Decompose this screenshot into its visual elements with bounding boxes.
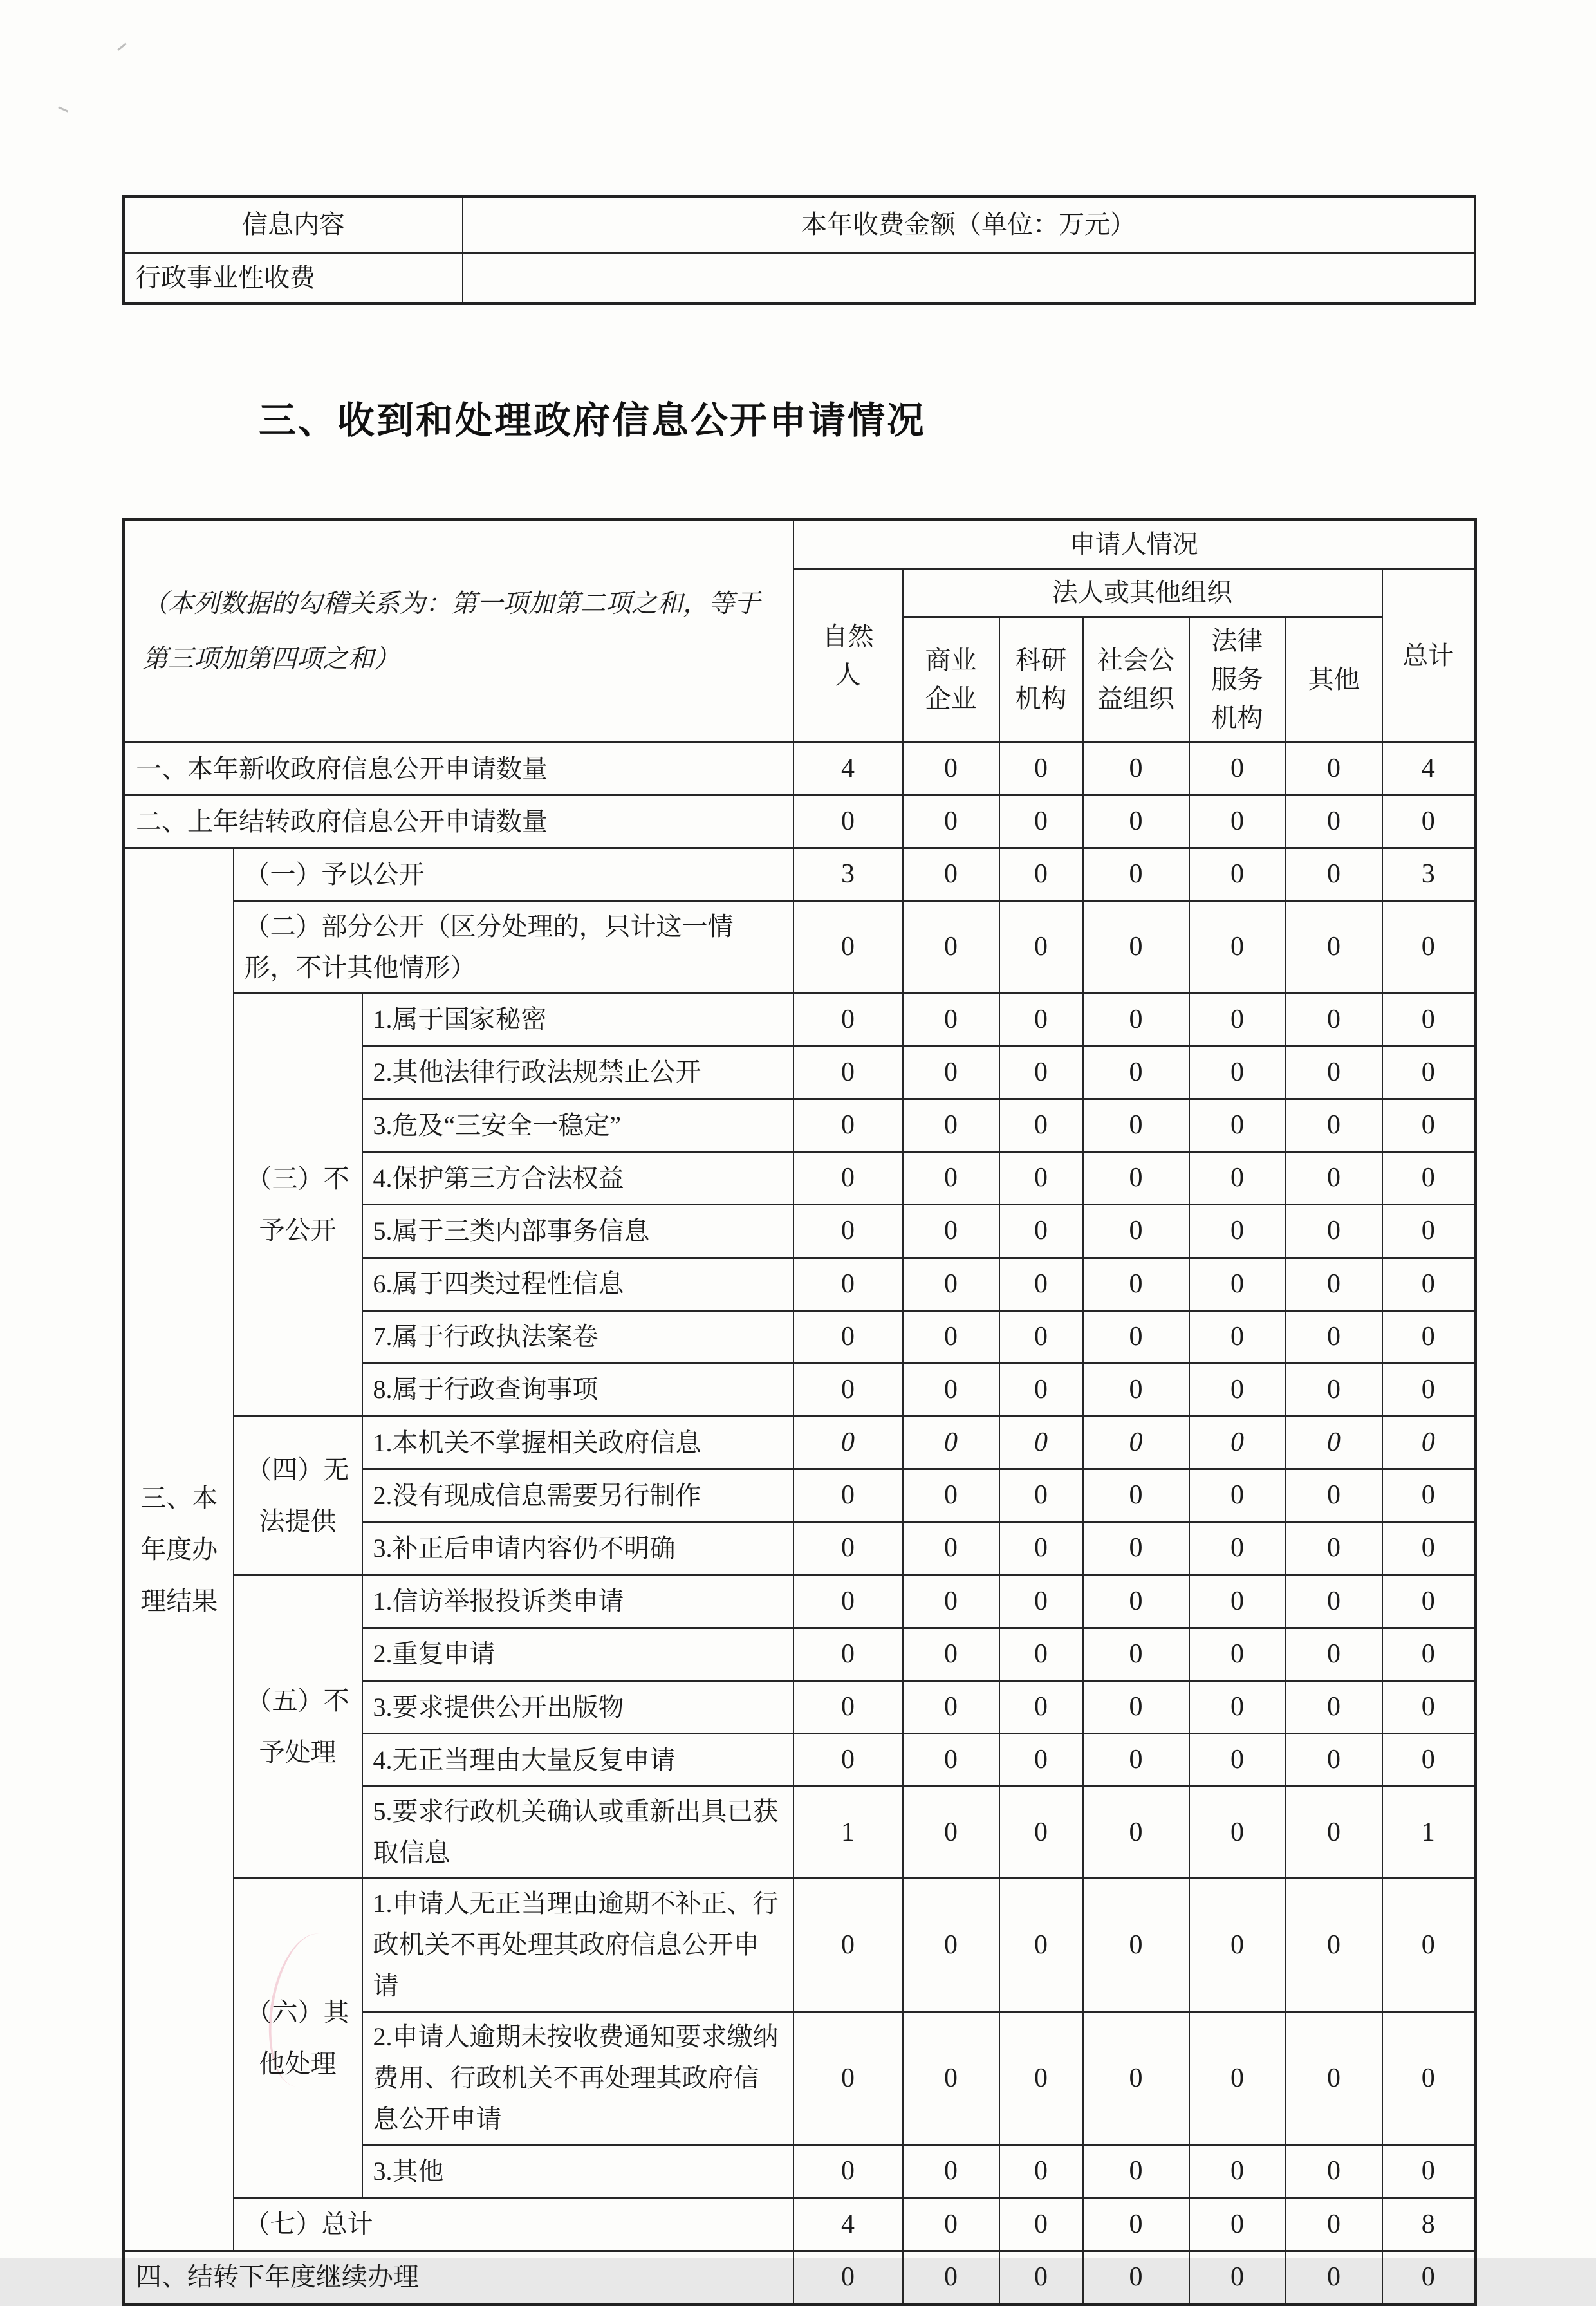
value-cell: 0 — [1382, 1879, 1476, 2012]
value-cell: 0 — [1382, 1417, 1476, 1469]
value-cell: 0 — [999, 2198, 1083, 2251]
value-cell: 0 — [999, 1310, 1083, 1363]
value-cell: 0 — [1286, 1879, 1382, 2012]
header-total: 总计 — [1382, 569, 1476, 743]
value-cell: 0 — [1083, 1417, 1189, 1469]
row-label: 3.补正后申请内容仍不明确 — [362, 1522, 793, 1575]
value-cell: 0 — [999, 1734, 1083, 1787]
value-cell: 3 — [793, 848, 903, 901]
value-cell: 4 — [1382, 743, 1476, 795]
fee-table — [122, 195, 1474, 305]
value-cell: 0 — [1189, 2145, 1286, 2198]
header-applicant-status: 申请人情况 — [793, 520, 1476, 569]
value-cell: 0 — [903, 993, 999, 1046]
row-label: （二）部分公开（区分处理的，只计这一情形，不计其他情形） — [234, 901, 793, 993]
value-cell: 0 — [1189, 848, 1286, 901]
value-cell: 0 — [903, 2012, 999, 2145]
row-label: （七）总计 — [234, 2198, 793, 2251]
value-cell: 0 — [903, 1469, 999, 1522]
value-cell: 0 — [1286, 1046, 1382, 1099]
value-cell: 0 — [903, 1628, 999, 1680]
value-cell: 0 — [1083, 2198, 1189, 2251]
value-cell: 0 — [1382, 1681, 1476, 1734]
value-cell: 0 — [793, 1879, 903, 2012]
value-cell: 3 — [1382, 848, 1476, 901]
value-cell: 0 — [1286, 1310, 1382, 1363]
value-cell: 0 — [793, 2251, 903, 2304]
value-cell: 0 — [903, 1046, 999, 1099]
header-legal-or-other-org: 法人或其他组织 — [903, 569, 1382, 617]
value-cell: 0 — [999, 848, 1083, 901]
value-cell: 0 — [1083, 1787, 1189, 1879]
value-cell: 0 — [1083, 1734, 1189, 1787]
group-label-other-handling: （六）其他处理 — [234, 1879, 362, 2198]
header-legal-service-org: 法律服务机构 — [1189, 617, 1286, 743]
row-label: 一、本年新收政府信息公开申请数量 — [124, 743, 793, 795]
value-cell: 0 — [1083, 2012, 1189, 2145]
value-cell: 0 — [1189, 743, 1286, 795]
value-cell: 0 — [793, 2012, 903, 2145]
value-cell: 0 — [1382, 2251, 1476, 2304]
value-cell: 0 — [1083, 1363, 1189, 1416]
value-cell: 0 — [1189, 1469, 1286, 1522]
value-cell: 0 — [999, 1469, 1083, 1522]
value-cell: 0 — [1286, 1681, 1382, 1734]
value-cell: 0 — [1189, 1787, 1286, 1879]
value-cell: 0 — [1189, 1099, 1286, 1151]
value-cell: 0 — [793, 1417, 903, 1469]
value-cell: 1 — [1382, 1787, 1476, 1879]
row-label: 1.申请人无正当理由逾期不补正、行政机关不再处理其政府信息公开申请 — [362, 1879, 793, 2012]
value-cell: 4 — [793, 2198, 903, 2251]
value-cell: 0 — [1083, 2145, 1189, 2198]
value-cell: 0 — [1189, 1417, 1286, 1469]
value-cell: 0 — [903, 901, 999, 993]
value-cell: 0 — [1189, 1046, 1286, 1099]
row-label: 2.其他法律行政法规禁止公开 — [362, 1046, 793, 1099]
value-cell: 0 — [903, 1310, 999, 1363]
value-cell: 0 — [1083, 743, 1189, 795]
scan-speck — [117, 43, 131, 57]
value-cell: 0 — [793, 1310, 903, 1363]
value-cell: 0 — [903, 1258, 999, 1310]
value-cell: 0 — [1382, 1152, 1476, 1205]
value-cell: 0 — [1189, 1575, 1286, 1628]
value-cell: 0 — [1286, 2251, 1382, 2304]
value-cell: 0 — [793, 1363, 903, 1416]
value-cell: 0 — [999, 2251, 1083, 2304]
value-cell: 0 — [999, 743, 1083, 795]
header-other: 其他 — [1286, 617, 1382, 743]
header-social-welfare-org: 社会公益组织 — [1083, 617, 1189, 743]
value-cell: 0 — [1189, 1205, 1286, 1258]
value-cell: 1 — [793, 1787, 903, 1879]
value-cell: 0 — [1189, 2012, 1286, 2145]
value-cell: 0 — [793, 1469, 903, 1522]
value-cell: 0 — [1286, 993, 1382, 1046]
value-cell: 0 — [903, 1363, 999, 1416]
value-cell: 0 — [1382, 1363, 1476, 1416]
value-cell: 0 — [793, 795, 903, 848]
value-cell: 0 — [999, 1575, 1083, 1628]
value-cell: 0 — [1286, 1628, 1382, 1680]
value-cell: 0 — [1382, 1099, 1476, 1151]
value-cell: 0 — [903, 848, 999, 901]
value-cell: 0 — [999, 1363, 1083, 1416]
row-label: 2.没有现成信息需要另行制作 — [362, 1469, 793, 1522]
value-cell: 0 — [793, 1152, 903, 1205]
fee-row-value — [463, 252, 1475, 304]
value-cell: 0 — [793, 1099, 903, 1151]
value-cell: 0 — [1083, 1310, 1189, 1363]
row-label: 四、结转下年度继续办理 — [124, 2251, 793, 2304]
value-cell: 0 — [1286, 901, 1382, 993]
value-cell: 0 — [1382, 1046, 1476, 1099]
value-cell: 0 — [1189, 1258, 1286, 1310]
value-cell: 0 — [1189, 1734, 1286, 1787]
row-label: 6.属于四类过程性信息 — [362, 1258, 793, 1310]
group-label-not-disclosed: （三）不予公开 — [234, 993, 362, 1417]
value-cell: 0 — [1189, 1522, 1286, 1575]
value-cell: 0 — [793, 1258, 903, 1310]
value-cell: 0 — [1083, 1575, 1189, 1628]
value-cell: 0 — [903, 2145, 999, 2198]
value-cell: 0 — [1189, 1152, 1286, 1205]
group-label-not-processed: （五）不予处理 — [234, 1575, 362, 1879]
value-cell: 0 — [999, 1152, 1083, 1205]
value-cell: 0 — [1382, 993, 1476, 1046]
value-cell: 0 — [903, 1417, 999, 1469]
value-cell: 0 — [903, 1681, 999, 1734]
value-cell: 0 — [1083, 1522, 1189, 1575]
value-cell: 0 — [1286, 848, 1382, 901]
value-cell: 4 — [793, 743, 903, 795]
value-cell: 0 — [1189, 1681, 1286, 1734]
row-label: 1.属于国家秘密 — [362, 993, 793, 1046]
value-cell: 0 — [1083, 1879, 1189, 2012]
row-label: 5.属于三类内部事务信息 — [362, 1205, 793, 1258]
value-cell: 0 — [999, 795, 1083, 848]
value-cell: 0 — [1286, 2198, 1382, 2251]
value-cell: 0 — [1382, 1310, 1476, 1363]
value-cell: 0 — [1382, 1258, 1476, 1310]
value-cell: 0 — [1382, 2145, 1476, 2198]
fee-table-header-info-content: 信息内容 — [124, 196, 463, 252]
value-cell: 0 — [903, 1099, 999, 1151]
value-cell: 0 — [1189, 901, 1286, 993]
value-cell: 0 — [793, 1734, 903, 1787]
row-label: 3.危及“三安全一稳定” — [362, 1099, 793, 1151]
value-cell: 0 — [1382, 1575, 1476, 1628]
value-cell: 0 — [999, 1099, 1083, 1151]
value-cell: 0 — [999, 2012, 1083, 2145]
value-cell: 0 — [793, 1575, 903, 1628]
table-note: （本列数据的勾稽关系为：第一项加第二项之和，等于第三项加第四项之和） — [124, 520, 793, 743]
value-cell: 0 — [903, 1522, 999, 1575]
group-label-unable-to-provide: （四）无法提供 — [234, 1417, 362, 1576]
value-cell: 0 — [999, 1417, 1083, 1469]
value-cell: 0 — [903, 743, 999, 795]
value-cell: 0 — [999, 901, 1083, 993]
value-cell: 0 — [903, 1734, 999, 1787]
value-cell: 0 — [1083, 1469, 1189, 1522]
row-label: 7.属于行政执法案卷 — [362, 1310, 793, 1363]
value-cell: 0 — [1189, 2198, 1286, 2251]
fee-row-label: 行政事业性收费 — [124, 252, 463, 304]
value-cell: 0 — [1286, 1469, 1382, 1522]
value-cell: 0 — [1286, 1417, 1382, 1469]
row-label: 3.其他 — [362, 2145, 793, 2198]
value-cell: 0 — [903, 2251, 999, 2304]
value-cell: 0 — [1382, 795, 1476, 848]
value-cell: 0 — [793, 1681, 903, 1734]
value-cell: 0 — [1286, 1522, 1382, 1575]
scan-speck — [55, 106, 68, 118]
value-cell: 0 — [1083, 993, 1189, 1046]
value-cell: 0 — [999, 1879, 1083, 2012]
value-cell: 0 — [1286, 1205, 1382, 1258]
value-cell: 0 — [999, 1628, 1083, 1680]
section-title: 三、收到和处理政府信息公开申请情况 — [259, 400, 927, 442]
value-cell: 0 — [903, 795, 999, 848]
value-cell: 0 — [1189, 1363, 1286, 1416]
value-cell: 0 — [1382, 901, 1476, 993]
value-cell: 0 — [1083, 2251, 1189, 2304]
row-label: 5.要求行政机关确认或重新出具已获取信息 — [362, 1787, 793, 1879]
header-natural-person: 自然人 — [793, 569, 903, 743]
request-table — [122, 518, 1474, 2306]
value-cell: 0 — [1083, 1628, 1189, 1680]
value-cell: 0 — [999, 1681, 1083, 1734]
value-cell: 0 — [1286, 1734, 1382, 1787]
value-cell: 0 — [903, 2198, 999, 2251]
value-cell: 0 — [999, 1787, 1083, 1879]
value-cell: 0 — [1083, 1152, 1189, 1205]
value-cell: 0 — [903, 1575, 999, 1628]
value-cell: 0 — [793, 1628, 903, 1680]
value-cell: 0 — [903, 1879, 999, 2012]
value-cell: 0 — [1286, 1787, 1382, 1879]
value-cell: 0 — [1382, 1628, 1476, 1680]
value-cell: 0 — [903, 1152, 999, 1205]
value-cell: 0 — [1286, 2012, 1382, 2145]
value-cell: 0 — [1286, 1575, 1382, 1628]
value-cell: 0 — [1286, 1099, 1382, 1151]
value-cell: 0 — [1189, 2251, 1286, 2304]
value-cell: 0 — [1083, 848, 1189, 901]
row-label: 3.要求提供公开出版物 — [362, 1681, 793, 1734]
value-cell: 0 — [1189, 1628, 1286, 1680]
value-cell: 0 — [1083, 1046, 1189, 1099]
value-cell: 0 — [1083, 1205, 1189, 1258]
value-cell: 0 — [903, 1787, 999, 1879]
value-cell: 0 — [1382, 1469, 1476, 1522]
value-cell: 0 — [1382, 2012, 1476, 2145]
value-cell: 0 — [793, 901, 903, 993]
value-cell: 0 — [793, 1046, 903, 1099]
value-cell: 0 — [1382, 1734, 1476, 1787]
value-cell: 0 — [1083, 1258, 1189, 1310]
row-label: （一）予以公开 — [234, 848, 793, 901]
value-cell: 0 — [1189, 993, 1286, 1046]
value-cell: 0 — [1286, 1152, 1382, 1205]
group-label-annual-results: 三、本年度办理结果 — [124, 848, 234, 2251]
value-cell: 0 — [999, 1522, 1083, 1575]
value-cell: 8 — [1382, 2198, 1476, 2251]
header-research-institution: 科研机构 — [999, 617, 1083, 743]
value-cell: 0 — [1286, 795, 1382, 848]
value-cell: 0 — [999, 993, 1083, 1046]
value-cell: 0 — [999, 1205, 1083, 1258]
value-cell: 0 — [1083, 1681, 1189, 1734]
row-label: 8.属于行政查询事项 — [362, 1363, 793, 1416]
row-label: 2.申请人逾期未按收费通知要求缴纳费用、行政机关不再处理其政府信息公开申请 — [362, 2012, 793, 2145]
value-cell: 0 — [1189, 1310, 1286, 1363]
value-cell: 0 — [903, 1205, 999, 1258]
fee-table-header-amount: 本年收费金额（单位：万元） — [463, 196, 1475, 252]
value-cell: 0 — [1189, 1879, 1286, 2012]
value-cell: 0 — [1083, 901, 1189, 993]
value-cell: 0 — [793, 1522, 903, 1575]
row-label: 1.本机关不掌握相关政府信息 — [362, 1417, 793, 1469]
value-cell: 0 — [1083, 795, 1189, 848]
header-commercial-enterprise: 商业企业 — [903, 617, 999, 743]
value-cell: 0 — [1382, 1205, 1476, 1258]
value-cell: 0 — [999, 1046, 1083, 1099]
row-label: 1.信访举报投诉类申请 — [362, 1575, 793, 1628]
value-cell: 0 — [1189, 795, 1286, 848]
value-cell: 0 — [999, 1258, 1083, 1310]
value-cell: 0 — [1286, 1258, 1382, 1310]
value-cell: 0 — [793, 993, 903, 1046]
value-cell: 0 — [793, 1205, 903, 1258]
value-cell: 0 — [1286, 2145, 1382, 2198]
row-label: 2.重复申请 — [362, 1628, 793, 1680]
value-cell: 0 — [1083, 1099, 1189, 1151]
value-cell: 0 — [793, 2145, 903, 2198]
row-label: 4.保护第三方合法权益 — [362, 1152, 793, 1205]
value-cell: 0 — [1382, 1522, 1476, 1575]
row-label: 二、上年结转政府信息公开申请数量 — [124, 795, 793, 848]
row-label: 4.无正当理由大量反复申请 — [362, 1734, 793, 1787]
value-cell: 0 — [999, 2145, 1083, 2198]
value-cell: 0 — [1286, 1363, 1382, 1416]
value-cell: 0 — [1286, 743, 1382, 795]
